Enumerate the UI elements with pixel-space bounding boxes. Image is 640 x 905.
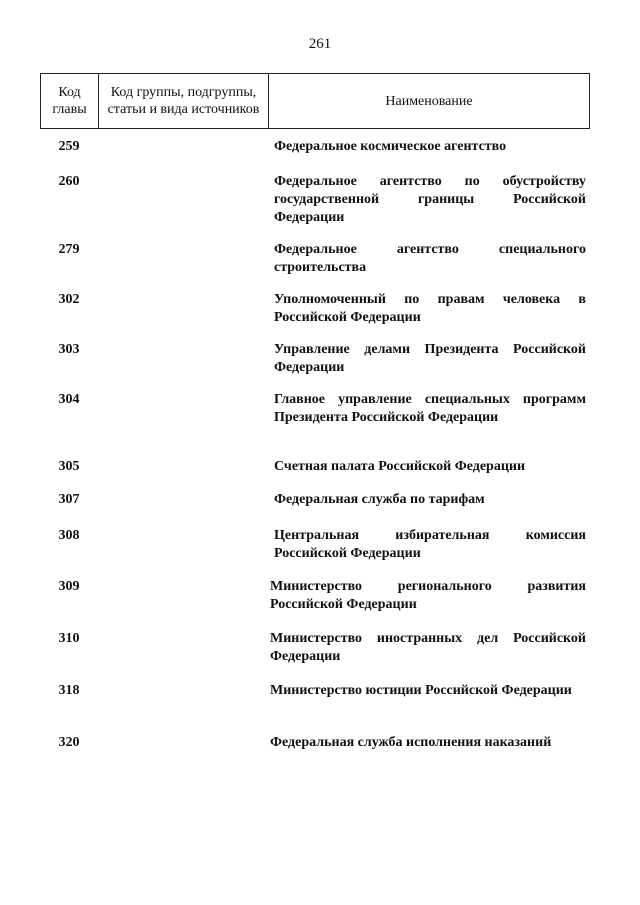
chapter-name: Федеральная служба по тарифам xyxy=(274,492,485,507)
chapter-code: 305 xyxy=(58,459,80,474)
chapter-name: Уполномоченный по правам человека в Российской Федерации xyxy=(274,292,586,325)
chapter-name: Министерство иностранных дел Российской Федерации xyxy=(270,631,586,664)
header-chapter-code: Код главы xyxy=(41,74,99,128)
chapter-name: Федеральное агентство специального строительства xyxy=(274,242,586,275)
page-number: 261 xyxy=(308,36,332,52)
chapter-name: Федеральная служба исполнения наказаний xyxy=(270,735,552,750)
chapter-name: Министерство регионального развития Российской Федерации xyxy=(270,579,586,612)
chapter-name: Управление делами Президента Российской Федерации xyxy=(274,342,586,375)
chapter-code: 308 xyxy=(58,528,80,543)
table-header xyxy=(40,73,590,129)
chapter-code: 309 xyxy=(58,579,80,594)
chapter-code: 318 xyxy=(58,683,80,698)
chapter-code: 303 xyxy=(58,342,80,357)
chapter-code: 320 xyxy=(58,735,80,750)
chapter-name: Центральная избирательная комиссия Российской Федерации xyxy=(274,528,586,561)
chapter-code: 307 xyxy=(58,492,80,507)
chapter-name: Федеральное агентство по обустройству государственной границы Российской Федерации xyxy=(274,174,586,225)
chapter-code: 259 xyxy=(58,139,80,154)
chapter-name: Федеральное космическое агентство xyxy=(274,139,507,154)
chapter-name: Главное управление специальных программ Президента Российской Федерации xyxy=(274,392,586,425)
chapter-code: 310 xyxy=(58,631,80,646)
chapter-code: 279 xyxy=(58,242,80,257)
chapter-name: Министерство юстиции Российской Федерации xyxy=(270,683,572,698)
chapter-code: 260 xyxy=(58,174,80,189)
chapter-code: 304 xyxy=(58,392,80,407)
header-group-code: Код группы, подгруппы, статьи и вида источников xyxy=(99,74,269,128)
header-name: Наименование xyxy=(385,93,473,109)
chapter-code: 302 xyxy=(58,292,80,307)
chapter-name: Счетная палата Российской Федерации xyxy=(274,459,526,474)
